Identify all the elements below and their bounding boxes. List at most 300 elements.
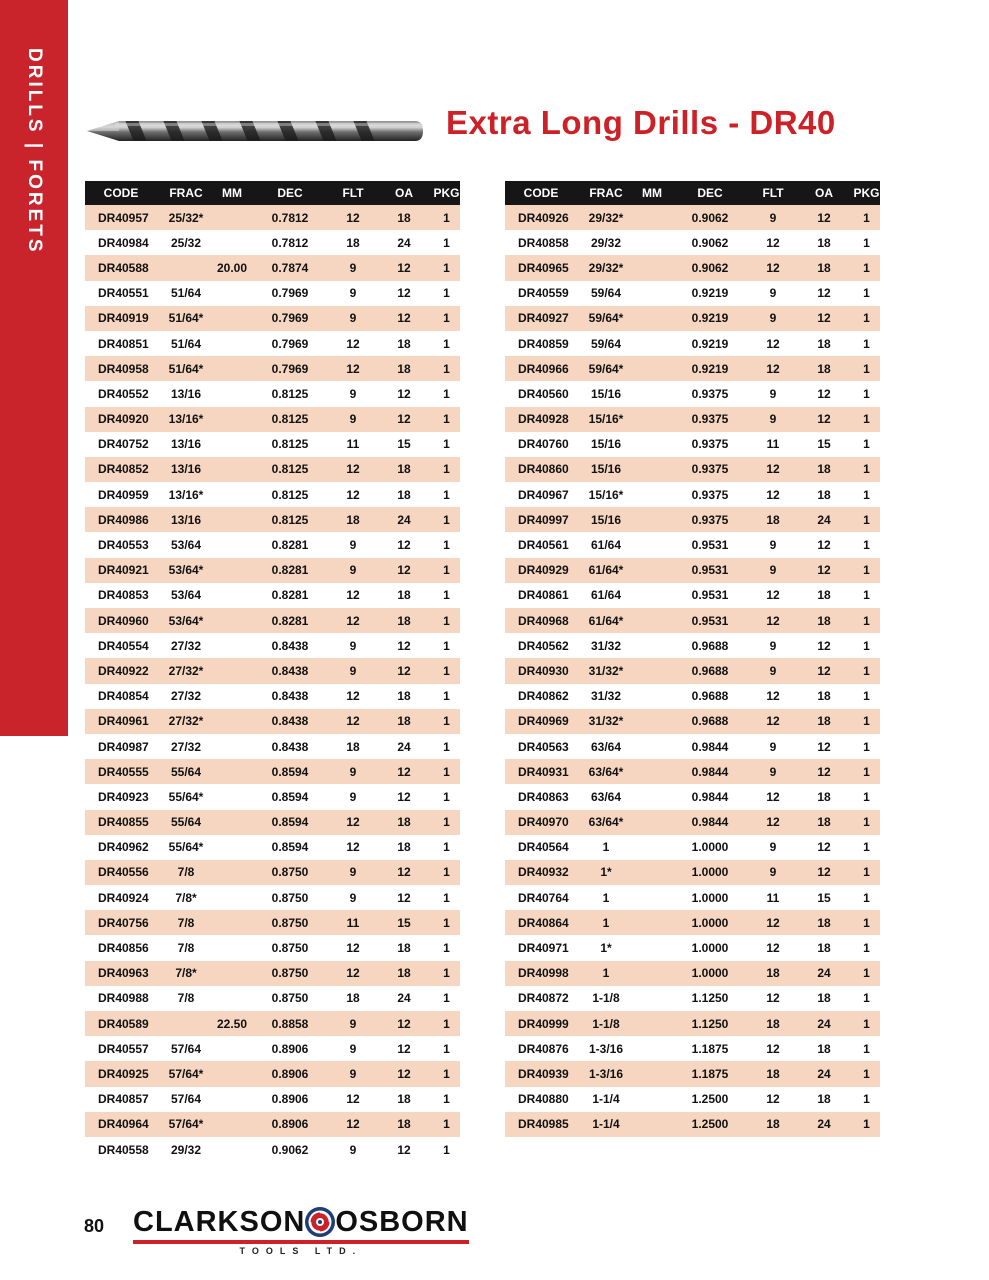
table-cell: 12	[751, 230, 795, 255]
table-cell: 0.8281	[249, 532, 331, 557]
table-cell: 1	[853, 784, 880, 809]
table-cell: DR40988	[85, 986, 157, 1011]
table-cell: 18	[795, 1087, 853, 1112]
table-cell: 12	[751, 583, 795, 608]
table-cell: 1	[853, 709, 880, 734]
table-cell: 12	[331, 331, 375, 356]
table-cell: 1.0000	[669, 860, 751, 885]
table-cell: 18	[331, 507, 375, 532]
table-cell: 1	[853, 658, 880, 683]
table-cell	[215, 432, 249, 457]
table-header-row	[505, 181, 880, 205]
table-row	[85, 835, 460, 860]
table-cell: 1	[433, 407, 460, 432]
table-cell: 18	[375, 835, 433, 860]
table-cell: 1	[433, 860, 460, 885]
table-cell	[635, 658, 669, 683]
table-cell: DR40551	[85, 281, 157, 306]
table-row	[505, 608, 880, 633]
table-cell: DR40860	[505, 457, 577, 482]
table-cell: 1.1250	[669, 1011, 751, 1036]
table-cell: 1	[433, 281, 460, 306]
table-cell: 9	[331, 306, 375, 331]
table-cell	[635, 205, 669, 230]
table-cell: 0.8906	[249, 1036, 331, 1061]
table-cell: 1	[853, 306, 880, 331]
table-cell: 12	[375, 381, 433, 406]
table-row	[85, 784, 460, 809]
table-row	[505, 281, 880, 306]
table-cell: DR40922	[85, 658, 157, 683]
table-cell: 9	[331, 759, 375, 784]
table-cell: 1	[433, 583, 460, 608]
table-cell: 12	[751, 1087, 795, 1112]
table-cell: 57/64*	[157, 1061, 215, 1086]
table-row	[505, 935, 880, 960]
table-cell: 1	[433, 734, 460, 759]
column-header-code: CODE	[85, 181, 157, 205]
table-row	[85, 558, 460, 583]
table-cell	[215, 684, 249, 709]
table-cell: 12	[375, 1036, 433, 1061]
table-cell: 0.9219	[669, 356, 751, 381]
table-cell	[635, 961, 669, 986]
table-cell: 0.8858	[249, 1011, 331, 1036]
table-cell: 1	[853, 331, 880, 356]
table-cell: 1	[853, 734, 880, 759]
table-cell	[215, 331, 249, 356]
table-cell: 1-1/4	[577, 1112, 635, 1137]
table-row	[85, 1137, 460, 1162]
table-cell: 12	[331, 457, 375, 482]
table-cell: DR40930	[505, 658, 577, 683]
table-cell: 0.9531	[669, 608, 751, 633]
table-cell	[635, 759, 669, 784]
table-row	[85, 1112, 460, 1137]
table-cell: DR40957	[85, 205, 157, 230]
table-cell: 15/16	[577, 507, 635, 532]
table-cell	[215, 1036, 249, 1061]
table-cell: 11	[331, 910, 375, 935]
table-cell: DR40557	[85, 1036, 157, 1061]
table-cell: 1	[853, 961, 880, 986]
table-cell: 18	[795, 935, 853, 960]
table-cell: 1	[433, 205, 460, 230]
table-row	[505, 230, 880, 255]
column-header-frac: FRAC	[577, 181, 635, 205]
table-cell	[215, 961, 249, 986]
table-cell: 1	[433, 885, 460, 910]
table-cell: DR40966	[505, 356, 577, 381]
table-cell: DR40857	[85, 1087, 157, 1112]
table-cell: 1	[853, 205, 880, 230]
table-cell: 18	[795, 457, 853, 482]
table-row	[85, 432, 460, 457]
table-cell: 15	[375, 432, 433, 457]
table-row	[85, 759, 460, 784]
table-cell	[635, 558, 669, 583]
table-cell: 0.8438	[249, 658, 331, 683]
table-cell: 1	[853, 457, 880, 482]
table-cell	[635, 860, 669, 885]
table-cell: DR40958	[85, 356, 157, 381]
table-cell: 0.8906	[249, 1061, 331, 1086]
table-cell: 0.8125	[249, 457, 331, 482]
table-cell: DR40561	[505, 532, 577, 557]
table-cell: DR40964	[85, 1112, 157, 1137]
table-cell: 0.7812	[249, 205, 331, 230]
table-cell	[635, 482, 669, 507]
table-cell: 0.8594	[249, 810, 331, 835]
table-cell: DR40859	[505, 331, 577, 356]
table-cell	[215, 230, 249, 255]
table-cell: 27/32	[157, 633, 215, 658]
table-cell: 9	[331, 860, 375, 885]
table-cell: 18	[795, 709, 853, 734]
table-cell: 0.9219	[669, 306, 751, 331]
table-cell: DR40872	[505, 986, 577, 1011]
table-cell: 0.9375	[669, 407, 751, 432]
table-row	[85, 658, 460, 683]
table-cell: 27/32	[157, 684, 215, 709]
table-cell: 1	[853, 1087, 880, 1112]
sidebar-section-label: DRILLS | FORETS	[24, 48, 45, 255]
table-cell: 12	[751, 331, 795, 356]
table-cell: 1	[433, 507, 460, 532]
drill-table-right	[505, 181, 880, 1137]
column-header-flt: FLT	[331, 181, 375, 205]
table-cell: 1	[577, 885, 635, 910]
table-row	[505, 381, 880, 406]
table-cell: 0.7874	[249, 255, 331, 280]
table-cell: 0.9062	[669, 230, 751, 255]
table-cell: 1	[433, 910, 460, 935]
table-cell: 1	[433, 482, 460, 507]
table-cell: 1	[433, 835, 460, 860]
table-cell	[635, 281, 669, 306]
table-cell: 18	[375, 331, 433, 356]
column-header-pkg: PKG	[433, 181, 460, 205]
table-cell: 7/8	[157, 910, 215, 935]
table-cell: 1	[433, 935, 460, 960]
table-cell: 12	[795, 281, 853, 306]
table-row	[85, 532, 460, 557]
table-cell: DR40925	[85, 1061, 157, 1086]
table-cell: DR40986	[85, 507, 157, 532]
table-cell: 7/8*	[157, 885, 215, 910]
brand-subtitle: TOOLS LTD.	[133, 1240, 469, 1256]
table-cell: 12	[331, 482, 375, 507]
table-cell	[635, 709, 669, 734]
table-cell: 61/64*	[577, 558, 635, 583]
drill-bit-image	[85, 108, 425, 154]
table-cell: 12	[751, 935, 795, 960]
table-cell: 12	[795, 407, 853, 432]
table-cell	[635, 835, 669, 860]
table-cell: 61/64	[577, 583, 635, 608]
table-cell: 7/8*	[157, 961, 215, 986]
table-cell: 1.2500	[669, 1087, 751, 1112]
table-cell: 1	[853, 608, 880, 633]
table-row	[505, 759, 880, 784]
table-cell: 1	[433, 457, 460, 482]
table-cell: 0.9375	[669, 432, 751, 457]
table-cell: DR40858	[505, 230, 577, 255]
table-cell	[215, 759, 249, 784]
table-cell: 15	[375, 910, 433, 935]
table-cell: 12	[751, 910, 795, 935]
table-cell: 9	[751, 835, 795, 860]
table-row	[85, 734, 460, 759]
table-cell: DR40998	[505, 961, 577, 986]
table-row	[505, 482, 880, 507]
table-cell: 0.8438	[249, 684, 331, 709]
table-row	[85, 507, 460, 532]
table-cell: 12	[331, 935, 375, 960]
table-cell: DR40851	[85, 331, 157, 356]
table-row	[505, 558, 880, 583]
table-cell: 0.8125	[249, 507, 331, 532]
table-cell: 0.9219	[669, 281, 751, 306]
table-cell	[215, 583, 249, 608]
table-cell: 12	[331, 835, 375, 860]
table-cell	[635, 885, 669, 910]
table-cell: 1	[853, 633, 880, 658]
table-cell: 55/64	[157, 810, 215, 835]
table-cell: 0.9844	[669, 810, 751, 835]
table-cell: 1	[433, 658, 460, 683]
table-cell: 18	[375, 935, 433, 960]
table-row	[85, 910, 460, 935]
table-cell: 0.9375	[669, 507, 751, 532]
table-cell: 1	[853, 281, 880, 306]
table-row	[85, 684, 460, 709]
table-cell: 1	[853, 1112, 880, 1137]
table-cell: 1	[853, 910, 880, 935]
table-cell: 12	[375, 633, 433, 658]
table-cell: 9	[331, 1011, 375, 1036]
table-cell: DR40556	[85, 860, 157, 885]
table-cell: 7/8	[157, 860, 215, 885]
table-cell: 18	[375, 810, 433, 835]
table-row	[85, 1061, 460, 1086]
brand-name-osborn: OSBORN	[335, 1205, 469, 1238]
table-cell	[157, 255, 215, 280]
table-cell: 1.1875	[669, 1036, 751, 1061]
table-cell: 18	[375, 1112, 433, 1137]
table-row	[85, 356, 460, 381]
table-row	[85, 331, 460, 356]
column-header-oa: OA	[795, 181, 853, 205]
table-cell: 9	[331, 1036, 375, 1061]
table-cell: 13/16*	[157, 407, 215, 432]
table-cell: 1	[433, 230, 460, 255]
table-cell: 1	[433, 684, 460, 709]
table-cell: DR40929	[505, 558, 577, 583]
table-cell: 12	[751, 1036, 795, 1061]
table-cell: 9	[751, 658, 795, 683]
table-cell: 31/32*	[577, 709, 635, 734]
table-cell: 18	[795, 482, 853, 507]
table-cell: 1	[577, 961, 635, 986]
table-cell: 0.9844	[669, 784, 751, 809]
table-cell: 0.9531	[669, 583, 751, 608]
table-cell: 12	[795, 633, 853, 658]
column-header-code: CODE	[505, 181, 577, 205]
table-cell: 1	[433, 356, 460, 381]
table-cell: 59/64*	[577, 356, 635, 381]
table-row	[505, 633, 880, 658]
table-cell: 18	[375, 709, 433, 734]
table-row	[85, 1011, 460, 1036]
brand-row	[133, 1206, 469, 1238]
table-cell: 1-1/8	[577, 986, 635, 1011]
table-cell: 0.9531	[669, 558, 751, 583]
table-cell	[215, 205, 249, 230]
table-cell: 24	[795, 507, 853, 532]
table-row	[85, 935, 460, 960]
table-cell: 9	[331, 532, 375, 557]
table-cell: 18	[751, 1061, 795, 1086]
table-cell: 29/32	[157, 1137, 215, 1162]
table-cell: 1	[853, 230, 880, 255]
table-cell: 7/8	[157, 935, 215, 960]
table-cell: 1	[433, 759, 460, 784]
table-cell: 1*	[577, 935, 635, 960]
table-cell: 1	[853, 835, 880, 860]
table-row	[505, 457, 880, 482]
table-cell	[635, 381, 669, 406]
table-cell: DR40969	[505, 709, 577, 734]
table-cell: 0.9375	[669, 381, 751, 406]
table-cell: 51/64*	[157, 306, 215, 331]
table-cell	[215, 885, 249, 910]
table-cell: 12	[331, 961, 375, 986]
page-title: Extra Long Drills - DR40	[446, 104, 836, 141]
table-cell: 55/64*	[157, 784, 215, 809]
table-cell: 11	[331, 432, 375, 457]
table-cell: 0.7969	[249, 306, 331, 331]
table-cell: 12	[795, 860, 853, 885]
table-cell: 15/16*	[577, 407, 635, 432]
table-cell	[635, 986, 669, 1011]
table-cell: 51/64	[157, 281, 215, 306]
sidebar	[0, 0, 68, 736]
table-cell	[635, 1011, 669, 1036]
table-cell: 12	[375, 885, 433, 910]
table-cell: 9	[751, 734, 795, 759]
table-cell: 61/64	[577, 532, 635, 557]
table-cell: 53/64*	[157, 608, 215, 633]
table-cell: 0.8594	[249, 784, 331, 809]
table-cell: 1	[433, 255, 460, 280]
table-cell: DR40588	[85, 255, 157, 280]
table-cell: DR40854	[85, 684, 157, 709]
table-cell: DR40932	[505, 860, 577, 885]
table-cell: 1.0000	[669, 835, 751, 860]
table-cell: DR40862	[505, 684, 577, 709]
table-cell: 0.8750	[249, 961, 331, 986]
table-row	[85, 381, 460, 406]
table-cell: 11	[751, 432, 795, 457]
table-cell: 57/64	[157, 1036, 215, 1061]
table-cell: 18	[795, 986, 853, 1011]
table-row	[505, 1011, 880, 1036]
table-cell: DR40931	[505, 759, 577, 784]
table-cell	[635, 734, 669, 759]
table-row	[505, 583, 880, 608]
table-cell: 12	[751, 482, 795, 507]
table-cell: 18	[375, 356, 433, 381]
table-cell: 1-3/16	[577, 1061, 635, 1086]
table-cell: 1	[853, 885, 880, 910]
table-cell: 57/64	[157, 1087, 215, 1112]
table-cell: 12	[795, 558, 853, 583]
table-cell: 12	[751, 810, 795, 835]
table-row	[505, 255, 880, 280]
table-cell: 55/64	[157, 759, 215, 784]
drill-table-left	[85, 181, 460, 1162]
table-row	[505, 532, 880, 557]
table-cell: DR40853	[85, 583, 157, 608]
table-row	[505, 205, 880, 230]
table-cell	[215, 935, 249, 960]
table-cell: 1-1/4	[577, 1087, 635, 1112]
table-cell: 12	[331, 205, 375, 230]
table-cell: 15	[795, 885, 853, 910]
table-cell: 12	[751, 255, 795, 280]
table-cell	[635, 583, 669, 608]
table-cell	[215, 306, 249, 331]
table-cell: 31/32	[577, 633, 635, 658]
table-cell	[215, 558, 249, 583]
table-cell: 9	[331, 1137, 375, 1162]
table-cell: 1	[433, 810, 460, 835]
table-row	[85, 306, 460, 331]
table-cell: 1.1250	[669, 986, 751, 1011]
table-cell: 13/16	[157, 507, 215, 532]
table-cell	[215, 1112, 249, 1137]
table-cell: 1.2500	[669, 1112, 751, 1137]
table-cell: 12	[795, 759, 853, 784]
table-cell: 0.8125	[249, 381, 331, 406]
table-cell: 1	[853, 583, 880, 608]
table-cell: 18	[795, 684, 853, 709]
table-cell: 1	[853, 759, 880, 784]
table-cell: DR40970	[505, 810, 577, 835]
table-cell: DR40589	[85, 1011, 157, 1036]
table-cell: 9	[751, 860, 795, 885]
table-cell: DR40960	[85, 608, 157, 633]
table-row	[505, 961, 880, 986]
table-cell: 1	[433, 1036, 460, 1061]
brand-emblem-icon	[304, 1206, 336, 1238]
table-row	[505, 810, 880, 835]
table-cell: DR40987	[85, 734, 157, 759]
table-cell: DR40562	[505, 633, 577, 658]
table-cell: 18	[795, 583, 853, 608]
table-cell: 1	[433, 331, 460, 356]
table-row	[505, 860, 880, 885]
table-cell: 0.7969	[249, 281, 331, 306]
table-cell: DR40563	[505, 734, 577, 759]
table-row	[505, 986, 880, 1011]
table-cell: 53/64	[157, 532, 215, 557]
column-header-dec: DEC	[669, 181, 751, 205]
table-cell: 55/64*	[157, 835, 215, 860]
table-header-row	[85, 181, 460, 205]
table-cell: 1	[853, 432, 880, 457]
